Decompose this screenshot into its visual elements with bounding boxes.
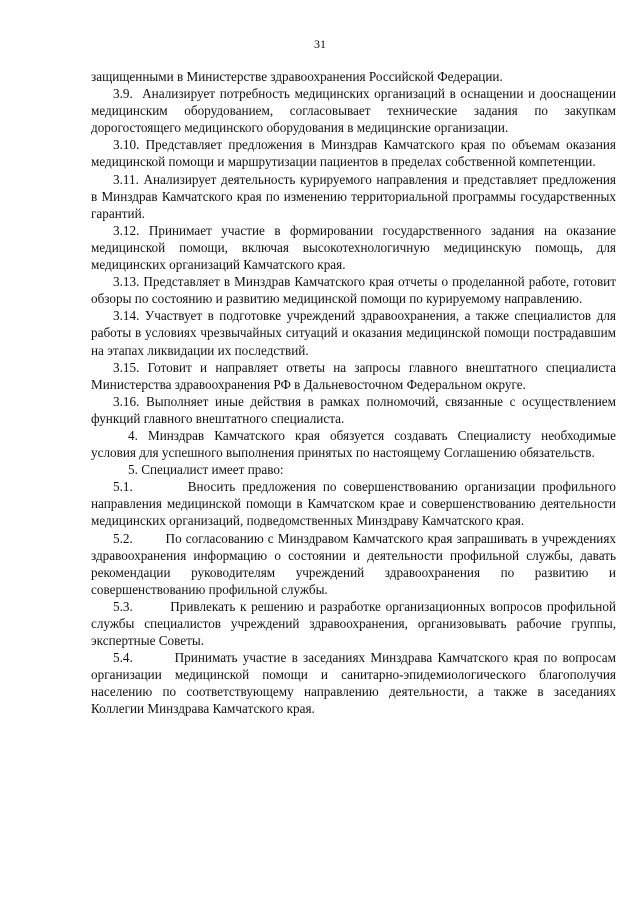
paragraph-3-10: 3.10. Представляет предложения в Минздрав Камчатского края по объемам оказания медицинской помощи и маршрутизации пациентов в пределах собственной компетенции. (91, 137, 616, 170)
paragraph-5-4: 5.4. Принимать участие в заседаниях Минздрава Камчатского края по вопросам организации медицинской помощи и санитарно-эпидемиологического благополучия населению по соответствующему направлению деятельности, а также в заседаниях Коллегии Минздрава Камчатского края. (91, 650, 616, 717)
paragraph-3-15: 3.15. Готовит и направляет ответы на запросы главного внештатного специалиста Министерства здравоохранения РФ в Дальневосточном Федеральном округе. (91, 359, 616, 392)
document-body (91, 68, 616, 718)
paragraph-continuation: защищенными в Министерстве здравоохранения Российской Федерации. (91, 69, 503, 84)
paragraph-3-12: 3.12. Принимает участие в формировании государственного задания на оказание медицинской помощи, включая высокотехнологичную медицинскую помощь, для медицинских организаций Камчатского края. (91, 222, 616, 273)
paragraph-5-3: 5.3. Привлекать к решению и разработке организационных вопросов профильной службы специалистов учреждений здравоохранения, организовывать рабочие группы, экспертные Советы. (91, 598, 616, 649)
page-number: 31 (314, 37, 326, 51)
paragraph-3-9: 3.9. Анализирует потребность медицинских организаций в оснащении и дооснащении медицинским оборудованием, согласовывает технические задания по закупкам дорогостоящего медицинского оборудования в медицинские организации. (91, 86, 616, 136)
paragraph-5: 5. Специалист имеет право: (128, 462, 284, 478)
paragraph-3-11: 3.11. Анализирует деятельность курируемого направления и представляет предложения в Минздрав Камчатского края по изменению территориальной программы государственных гарантий. (91, 171, 616, 221)
paragraph-5-2: 5.2. По согласованию с Минздравом Камчатского края запрашивать в учреждениях здравоохранения информацию о состоянии и деятельности профильной службы, давать рекомендации руководителям учреждений здравоохранения по развитию и совершенствованию профильной службы. (91, 530, 616, 597)
paragraph-4: 4. Минздрав Камчатского края обязуется создавать Специалисту необходимые условия для успешного выполнения принятых по настоящему Соглашению обязательств. (91, 427, 616, 461)
paragraph-5-1: 5.1. Вносить предложения по совершенствованию организации профильного направления медицинской помощи в Камчатском крае и совершенствованию деятельности медицинских организаций, подведомственных Минздраву Камчатского края. (91, 479, 616, 529)
paragraph-3-16: 3.16. Выполняет иные действия в рамках полномочий, связанные с осуществлением функций главного внештатного специалиста. (91, 393, 616, 426)
paragraph-3-14: 3.14. Участвует в подготовке учреждений здравоохранения, а также специалистов для работы в условиях чрезвычайных ситуаций и оказания медицинской помощи пострадавшим на этапах ликвидации их последствий. (91, 308, 616, 358)
paragraph-3-13: 3.13. Представляет в Минздрав Камчатского края отчеты о проделанной работе, готовит обзоры по состоянию и развитию медицинской помощи по курируемому направлению. (91, 274, 616, 307)
